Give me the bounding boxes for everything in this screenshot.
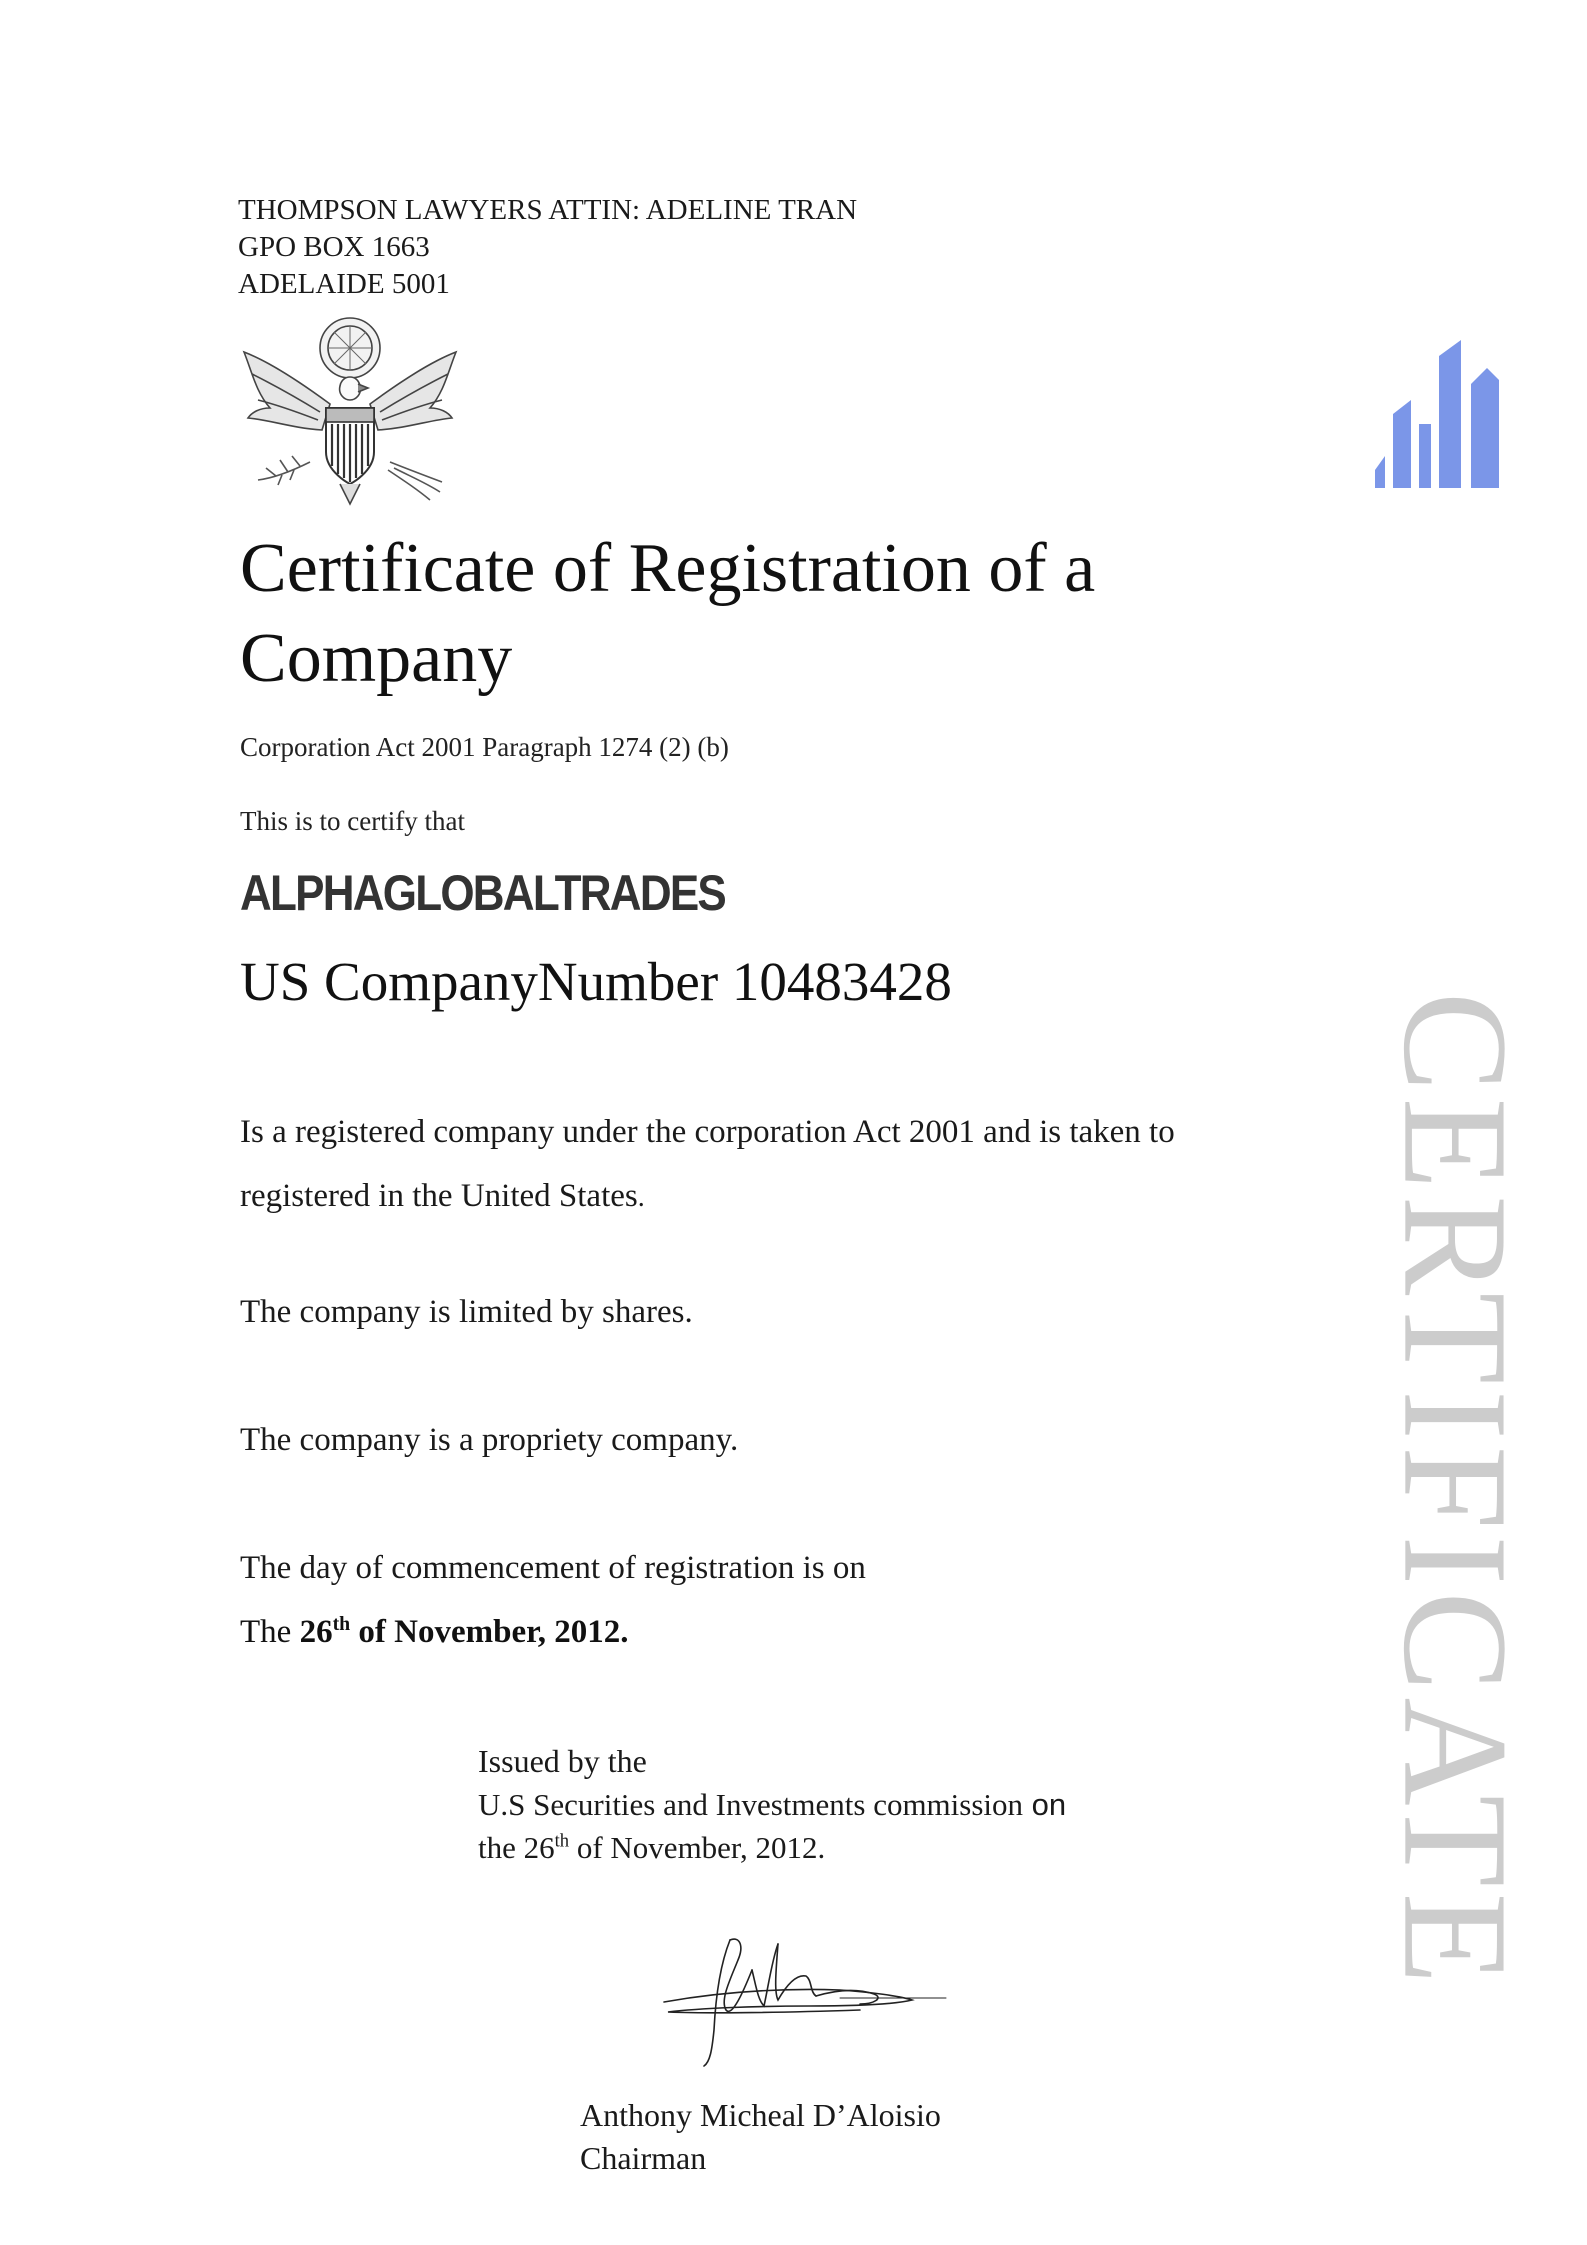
date-the: The [240, 1614, 292, 1650]
date-value [300, 1614, 629, 1650]
issued-line-3 [478, 1826, 1066, 1869]
address-block [238, 192, 857, 303]
address-line-3: ADELAIDE 5001 [238, 268, 450, 300]
registered-line-2-text: registered in the United States [240, 1178, 638, 1214]
date-rest: of November, 2012. [350, 1614, 629, 1650]
eagle-seal-icon [230, 312, 470, 508]
signer-block [580, 2094, 941, 2180]
company-number: US CompanyNumber 10483428 [240, 951, 952, 1012]
date-suffix: th [332, 1613, 351, 1635]
registered-line-1: Is a registered company under the corporation Act 2001 and is taken to [240, 1114, 1175, 1150]
company-name: ALPHAGLOBALTRADES [240, 865, 726, 921]
issued-date-suffix: th [554, 1830, 570, 1852]
issued-date-prefix: the 26 [478, 1830, 555, 1865]
commencement-date [240, 1614, 628, 1651]
issued-block [478, 1740, 1066, 1869]
title-line-1: Certificate of Registration of a [240, 530, 1096, 607]
commencement-paragraph: The day of commencement of registration is on [240, 1550, 866, 1586]
title-line-2: Company [240, 620, 513, 697]
address-line-1: THOMPSON LAWYERS ATTIN: ADELINE TRAN [238, 194, 858, 226]
issued-line-2 [478, 1783, 1066, 1826]
watermark-text: CERTIFICATE [1372, 991, 1539, 1991]
issued-commission: U.S Securities and Investments commission [478, 1787, 1024, 1822]
page-title [240, 524, 1095, 704]
address-line-2: GPO BOX 1663 [238, 231, 430, 263]
certificate-watermark [1372, 876, 1539, 2106]
signer-name: Anthony Micheal D’Aloisio [580, 2097, 941, 2133]
issued-on: on [1023, 1787, 1067, 1822]
issued-line-1: Issued by the [478, 1743, 647, 1779]
date-day: 26 [299, 1614, 333, 1650]
act-reference: Corporation Act 2001 Paragraph 1274 (2) (b) [240, 732, 729, 762]
registered-paragraph [240, 1100, 1175, 1230]
certify-intro: This is to certify that [240, 806, 465, 836]
registered-line-2 [240, 1164, 1175, 1230]
handwritten-signature [660, 1930, 950, 2070]
issued-date-rest: of November, 2012. [569, 1830, 826, 1865]
building-bars-logo-icon [1375, 340, 1523, 488]
limited-paragraph: The company is limited by shares. [240, 1294, 693, 1330]
propriety-paragraph: The company is a propriety company. [240, 1422, 739, 1458]
registered-line-2-end: . [637, 1182, 645, 1213]
signer-role: Chairman [580, 2140, 707, 2176]
